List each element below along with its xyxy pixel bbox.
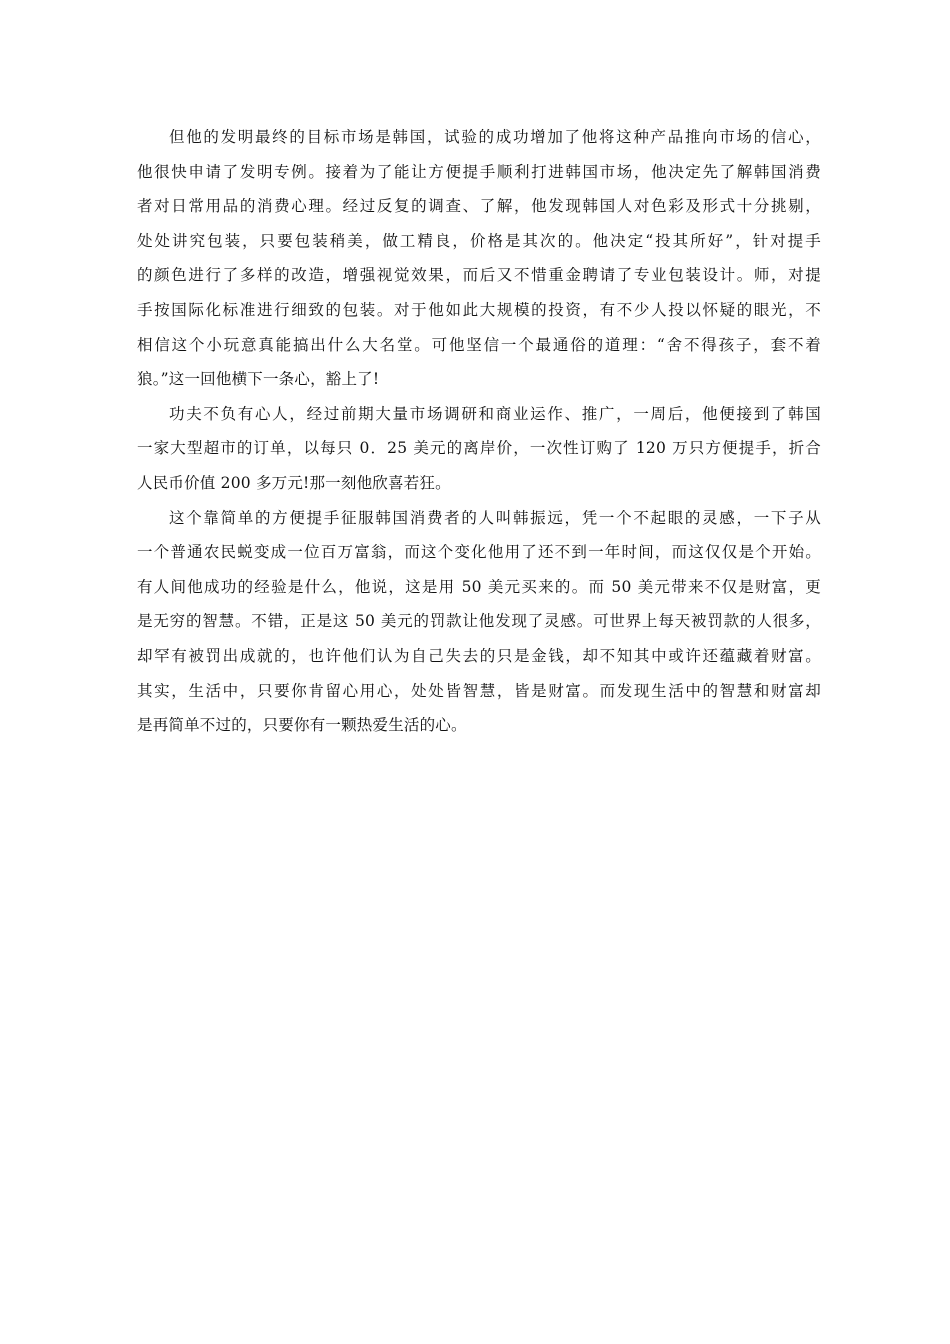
paragraph-line: 但他的发明最终的目标市场是韩国，试验的成功增加了他将这种产品推向市场的信心，: [169, 128, 821, 146]
paragraph-line: 狼。”这一回他横下一条心，豁上了!: [137, 370, 380, 389]
paragraph-line: 手按国际化标准进行细致的包装。对于他如此大规模的投资，有不少人投以怀疑的眼光，不: [137, 300, 821, 319]
paragraph-line: 是再简单不过的，只要你有一颗热爱生活的心。: [137, 716, 467, 735]
paragraph-line: 的颜色进行了多样的改造，增强视觉效果，而后又不惜重金聘请了专业包装设计。师，对提: [137, 266, 821, 285]
paragraph-3: [137, 501, 821, 743]
paragraph-line: 他很快申请了发明专例。接着为了能让方便提手顺利打进韩国市场，他决定先了解韩国消费: [137, 162, 821, 181]
paragraph-2: [137, 397, 821, 501]
paragraph-line: 其实，生活中，只要你肯留心用心，处处皆智慧，皆是财富。而发现生活中的智慧和财富却: [137, 681, 821, 700]
paragraph-line: 功夫不负有心人，经过前期大量市场调研和商业运作、推广，一周后，他便接到了韩国: [169, 404, 821, 423]
paragraph-line: 一家大型超市的订单，以每只 0．25 美元的离岸价，一次性订购了 120 万只方便提手，折合: [137, 439, 821, 458]
document-body: [137, 120, 821, 743]
paragraph-line: 是无穷的智慧。不错，正是这 50 美元的罚款让他发现了灵感。可世界上每天被罚款的人很多，: [137, 612, 821, 631]
paragraph-line: 这个靠简单的方便提手征服韩国消费者的人叫韩振远，凭一个不起眼的灵感，一下子从: [169, 508, 821, 527]
paragraph-line: 相信这个小玩意真能搞出什么大名堂。可他坚信一个最通俗的道理：“舍不得孩子，套不着: [137, 335, 821, 354]
paragraph-line: 一个普通农民蜕变成一位百万富翁，而这个变化他用了还不到一年时间，而这仅仅是个开始。: [137, 543, 821, 562]
paragraph-line: 人民币价值 200 多万元!那一刻他欣喜若狂。: [137, 473, 451, 492]
paragraph-line: 有人间他成功的经验是什么，他说，这是用 50 美元买来的。而 50 美元带来不仅是财富，更: [137, 577, 821, 596]
paragraph-1: [137, 120, 821, 397]
paragraph-line: 处处讲究包装，只要包装稍美，做工精良，价格是其次的。他决定“投其所好”，针对提手: [137, 231, 821, 250]
paragraph-line: 者对日常用品的消费心理。经过反复的调查、了解，他发现韩国人对色彩及形式十分挑剔，: [137, 197, 821, 216]
paragraph-line: 却罕有被罚出成就的，也许他们认为自己失去的只是金钱，却不知其中或许还蕴藏着财富。: [137, 646, 821, 665]
